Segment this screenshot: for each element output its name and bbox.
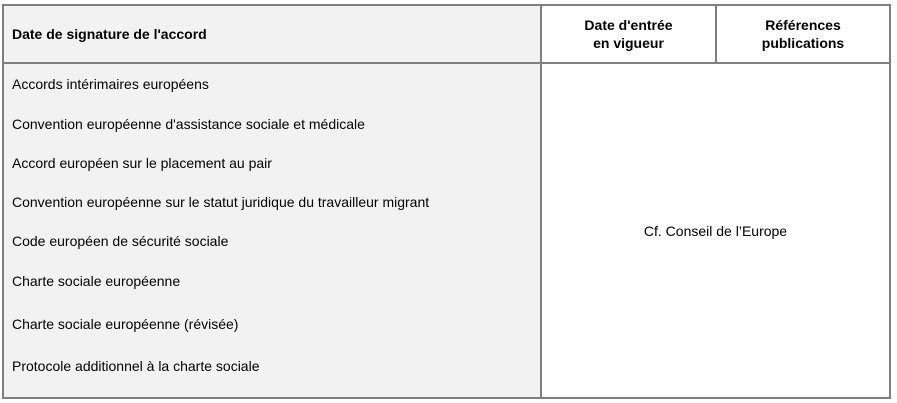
list-item: Accords intérimaires européens bbox=[12, 76, 209, 92]
header-references-line1: Références bbox=[765, 17, 841, 33]
council-of-europe-note: Cf. Conseil de l’Europe bbox=[643, 222, 788, 239]
list-item: Convention européenne d'assistance sociale et médicale bbox=[12, 116, 365, 132]
merged-reference-cell bbox=[542, 64, 889, 397]
header-entry-date-line1: Date d'entrée bbox=[584, 17, 673, 33]
agreements-table bbox=[2, 4, 891, 399]
list-item: Convention européenne sur le statut juridique du travailleur migrant bbox=[12, 194, 430, 210]
list-item: Charte sociale européenne (révisée) bbox=[12, 316, 239, 332]
list-item: Protocole additionnel à la charte sociale bbox=[12, 358, 260, 374]
header-entry-date bbox=[542, 6, 715, 62]
header-references-line2: publications bbox=[761, 35, 845, 51]
list-item: Charte sociale européenne bbox=[12, 273, 181, 289]
column-divider bbox=[540, 6, 542, 397]
header-entry-date-line2: en vigueur bbox=[593, 35, 664, 51]
column-divider bbox=[715, 6, 717, 62]
list-item: Code européen de sécurité sociale bbox=[12, 233, 229, 249]
header-signature-date bbox=[4, 6, 540, 62]
header-references bbox=[717, 6, 889, 62]
list-item: Accord européen sur le placement au pair bbox=[12, 155, 272, 171]
agreements-list bbox=[4, 64, 540, 397]
header-divider bbox=[4, 62, 889, 64]
header-signature-date-label: Date de signature de l'accord bbox=[12, 26, 207, 42]
